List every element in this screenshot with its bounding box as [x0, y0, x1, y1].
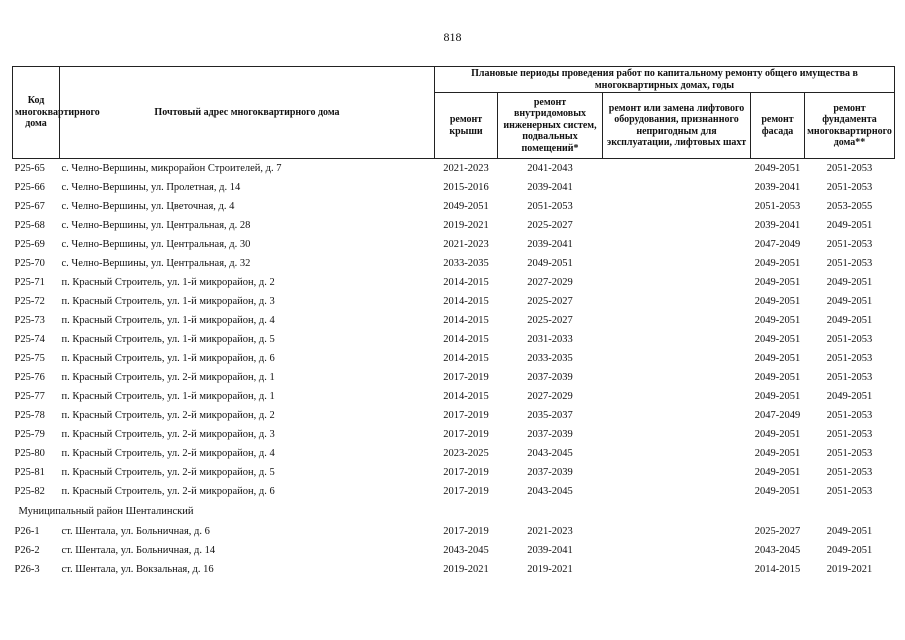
- cell-code: P26-2: [14, 545, 40, 556]
- table-row: [13, 311, 895, 330]
- cell-foundation: 2051-2053: [826, 410, 873, 421]
- cell-elevator: [603, 178, 751, 197]
- cell-code: P25-69: [14, 239, 45, 250]
- table-row: [13, 541, 895, 560]
- cell-address: п. Красный Строитель, ул. 2-й микрорайон, д. 4: [61, 448, 275, 459]
- cell-elevator: [603, 235, 751, 254]
- table-row: [13, 522, 895, 541]
- cell-roof: 2014-2015: [443, 391, 489, 402]
- cell-code: P25-78: [14, 410, 45, 421]
- cell-foundation: 2051-2053: [826, 372, 873, 383]
- cell-roof: 2021-2023: [443, 163, 489, 174]
- table-row: [13, 349, 895, 368]
- cell-roof: 2019-2021: [443, 220, 489, 231]
- table-row: [13, 406, 895, 425]
- cell-foundation: 2049-2051: [826, 277, 873, 288]
- cell-code: P25-73: [14, 315, 45, 326]
- cell-address: п. Красный Строитель, ул. 1-й микрорайон, д. 1: [61, 391, 275, 402]
- cell-code: P25-65: [14, 163, 45, 174]
- cell-address: п. Красный Строитель, ул. 1-й микрорайон, д. 2: [61, 277, 275, 288]
- cell-roof: 2017-2019: [443, 429, 489, 440]
- cell-facade: 2047-2049: [754, 410, 801, 421]
- cell-foundation: 2051-2053: [826, 334, 873, 345]
- cell-address: с. Челно-Вершины, микрорайон Строителей, д. 7: [61, 163, 282, 174]
- header-elevator: ремонт или замена лифтового оборудования, признанного непригодным для эксплуатации, лифтовых шахт: [603, 93, 751, 159]
- cell-roof: 2014-2015: [443, 296, 489, 307]
- cell-roof: 2021-2023: [443, 239, 489, 250]
- cell-roof: 2015-2016: [443, 182, 489, 193]
- cell-facade: 2014-2015: [754, 564, 801, 575]
- header-periods-group: Плановые периоды проведения работ по капитальному ремонту общего имущества в многоквартирных домах, годы: [435, 67, 895, 93]
- cell-engineering: 2019-2021: [527, 564, 573, 575]
- cell-code: P26-1: [14, 526, 40, 537]
- cell-roof: 2014-2015: [443, 334, 489, 345]
- cell-elevator: [603, 292, 751, 311]
- cell-foundation: 2051-2053: [826, 486, 873, 497]
- table-row: [13, 368, 895, 387]
- cell-facade: 2043-2045: [754, 545, 801, 556]
- cell-facade: 2049-2051: [754, 353, 801, 364]
- cell-code: P25-67: [14, 201, 45, 212]
- table-row: [13, 178, 895, 197]
- cell-engineering: 2049-2051: [527, 258, 573, 269]
- cell-facade: 2049-2051: [754, 448, 801, 459]
- cell-engineering: 2031-2033: [527, 334, 573, 345]
- cell-foundation: 2051-2053: [826, 239, 873, 250]
- cell-elevator: [603, 311, 751, 330]
- cell-elevator: [603, 560, 751, 579]
- cell-address: п. Красный Строитель, ул. 1-й микрорайон, д. 5: [61, 334, 275, 345]
- cell-facade: 2049-2051: [754, 372, 801, 383]
- cell-facade: 2025-2027: [754, 526, 801, 537]
- cell-facade: 2049-2051: [754, 163, 801, 174]
- cell-foundation: 2051-2053: [826, 353, 873, 364]
- cell-elevator: [603, 387, 751, 406]
- cell-elevator: [603, 368, 751, 387]
- cell-foundation: 2049-2051: [826, 296, 873, 307]
- cell-elevator: [603, 522, 751, 541]
- cell-elevator: [603, 425, 751, 444]
- header-roof: ремонт крыши: [435, 93, 498, 159]
- table-row: [13, 560, 895, 579]
- table-row: [13, 387, 895, 406]
- header-code: Код многоквартирного дома: [13, 67, 60, 159]
- cell-foundation: 2051-2053: [826, 467, 873, 478]
- cell-address: п. Красный Строитель, ул. 2-й микрорайон, д. 2: [61, 410, 275, 421]
- cell-foundation: 2049-2051: [826, 220, 873, 231]
- table-row: [13, 197, 895, 216]
- cell-address: п. Красный Строитель, ул. 1-й микрорайон, д. 4: [61, 315, 275, 326]
- cell-roof: 2017-2019: [443, 486, 489, 497]
- cell-engineering: 2051-2053: [527, 201, 573, 212]
- cell-facade: 2039-2041: [754, 220, 801, 231]
- cell-roof: 2017-2019: [443, 410, 489, 421]
- cell-engineering: 2025-2027: [527, 220, 573, 231]
- cell-code: P25-74: [14, 334, 45, 345]
- cell-elevator: [603, 349, 751, 368]
- header-engineering: ремонт внутридомовых инженерных систем, подвальных помещений*: [498, 93, 603, 159]
- cell-code: P26-3: [14, 564, 40, 575]
- cell-code: P25-82: [14, 486, 45, 497]
- cell-code: P25-75: [14, 353, 45, 364]
- cell-engineering: 2039-2041: [527, 239, 573, 250]
- table-row: [13, 444, 895, 463]
- cell-engineering: 2043-2045: [527, 448, 573, 459]
- cell-address: с. Челно-Вершины, ул. Центральная, д. 32: [61, 258, 251, 269]
- cell-facade: 2049-2051: [754, 429, 801, 440]
- header-facade: ремонт фасада: [751, 93, 805, 159]
- cell-roof: 2014-2015: [443, 315, 489, 326]
- cell-facade: 2049-2051: [754, 296, 801, 307]
- cell-engineering: 2027-2029: [527, 391, 573, 402]
- cell-roof: 2014-2015: [443, 353, 489, 364]
- cell-facade: 2049-2051: [754, 315, 801, 326]
- cell-foundation: 2019-2021: [826, 564, 873, 575]
- cell-elevator: [603, 216, 751, 235]
- table-header: [13, 67, 895, 159]
- cell-engineering: 2039-2041: [527, 545, 573, 556]
- cell-facade: 2051-2053: [754, 201, 801, 212]
- cell-code: P25-76: [14, 372, 45, 383]
- cell-code: P25-79: [14, 429, 45, 440]
- cell-roof: 2023-2025: [443, 448, 489, 459]
- cell-foundation: 2049-2051: [826, 545, 873, 556]
- table-row: [13, 482, 895, 501]
- cell-address: п. Красный Строитель, ул. 2-й микрорайон, д. 5: [61, 467, 275, 478]
- table-body: [13, 159, 895, 580]
- cell-address: ст. Шентала, ул. Больничная, д. 6: [61, 526, 210, 537]
- cell-foundation: 2051-2053: [826, 258, 873, 269]
- table-row: [13, 159, 895, 179]
- header-foundation: ремонт фундамента многоквартирного дома**: [805, 93, 895, 159]
- cell-foundation: 2051-2053: [826, 163, 873, 174]
- cell-address: ст. Шентала, ул. Вокзальная, д. 16: [61, 564, 214, 575]
- cell-elevator: [603, 444, 751, 463]
- cell-foundation: 2053-2055: [826, 201, 873, 212]
- cell-engineering: 2037-2039: [527, 372, 573, 383]
- cell-engineering: 2025-2027: [527, 296, 573, 307]
- cell-engineering: 2035-2037: [527, 410, 573, 421]
- cell-elevator: [603, 197, 751, 216]
- cell-elevator: [603, 254, 751, 273]
- cell-elevator: [603, 159, 751, 179]
- table-row: [13, 463, 895, 482]
- cell-elevator: [603, 463, 751, 482]
- cell-engineering: 2043-2045: [527, 486, 573, 497]
- cell-elevator: [603, 273, 751, 292]
- cell-foundation: 2051-2053: [826, 182, 873, 193]
- cell-address: п. Красный Строитель, ул. 1-й микрорайон, д. 3: [61, 296, 275, 307]
- cell-code: P25-70: [14, 258, 45, 269]
- cell-code: P25-68: [14, 220, 45, 231]
- cell-elevator: [603, 406, 751, 425]
- cell-roof: 2049-2051: [443, 201, 489, 212]
- table-row: [13, 216, 895, 235]
- cell-code: P25-66: [14, 182, 45, 193]
- table-row: [13, 292, 895, 311]
- cell-roof: 2033-2035: [443, 258, 489, 269]
- cell-facade: 2049-2051: [754, 277, 801, 288]
- cell-facade: 2049-2051: [754, 391, 801, 402]
- table-row: [13, 330, 895, 349]
- section-row: [13, 501, 895, 522]
- cell-roof: 2017-2019: [443, 526, 489, 537]
- cell-elevator: [603, 541, 751, 560]
- cell-roof: 2043-2045: [443, 545, 489, 556]
- cell-roof: 2017-2019: [443, 467, 489, 478]
- cell-elevator: [603, 482, 751, 501]
- cell-facade: 2049-2051: [754, 334, 801, 345]
- capital-repair-schedule-table: [12, 66, 895, 579]
- table-row: [13, 254, 895, 273]
- cell-address: с. Челно-Вершины, ул. Пролетная, д. 14: [61, 182, 241, 193]
- cell-engineering: 2039-2041: [527, 182, 573, 193]
- header-address: Почтовый адрес многоквартирного дома: [60, 67, 435, 159]
- cell-engineering: 2041-2043: [527, 163, 573, 174]
- cell-facade: 2047-2049: [754, 239, 801, 250]
- cell-code: P25-81: [14, 467, 45, 478]
- cell-roof: 2019-2021: [443, 564, 489, 575]
- cell-address: п. Красный Строитель, ул. 2-й микрорайон, д. 3: [61, 429, 275, 440]
- cell-engineering: 2037-2039: [527, 429, 573, 440]
- cell-code: P25-77: [14, 391, 45, 402]
- cell-engineering: 2037-2039: [527, 467, 573, 478]
- cell-foundation: 2049-2051: [826, 315, 873, 326]
- section-title: Муниципальный район Шенталинский: [18, 506, 194, 517]
- cell-foundation: 2049-2051: [826, 526, 873, 537]
- cell-address: ст. Шентала, ул. Больничная, д. 14: [61, 545, 216, 556]
- cell-foundation: 2051-2053: [826, 429, 873, 440]
- cell-address: с. Челно-Вершины, ул. Цветочная, д. 4: [61, 201, 235, 212]
- cell-engineering: 2021-2023: [527, 526, 573, 537]
- cell-address: п. Красный Строитель, ул. 1-й микрорайон, д. 6: [61, 353, 275, 364]
- cell-foundation: 2049-2051: [826, 391, 873, 402]
- cell-address: п. Красный Строитель, ул. 2-й микрорайон, д. 6: [61, 486, 275, 497]
- cell-facade: 2049-2051: [754, 486, 801, 497]
- table-row: [13, 235, 895, 254]
- cell-engineering: 2033-2035: [527, 353, 573, 364]
- cell-address: п. Красный Строитель, ул. 2-й микрорайон, д. 1: [61, 372, 275, 383]
- cell-code: P25-71: [14, 277, 45, 288]
- cell-engineering: 2025-2027: [527, 315, 573, 326]
- cell-foundation: 2051-2053: [826, 448, 873, 459]
- cell-engineering: 2027-2029: [527, 277, 573, 288]
- page-number: 818: [443, 30, 462, 44]
- table-row: [13, 425, 895, 444]
- table-row: [13, 273, 895, 292]
- cell-elevator: [603, 330, 751, 349]
- cell-roof: 2017-2019: [443, 372, 489, 383]
- cell-code: P25-80: [14, 448, 45, 459]
- cell-address: с. Челно-Вершины, ул. Центральная, д. 28: [61, 220, 251, 231]
- cell-facade: 2049-2051: [754, 258, 801, 269]
- cell-address: с. Челно-Вершины, ул. Центральная, д. 30: [61, 239, 251, 250]
- cell-roof: 2014-2015: [443, 277, 489, 288]
- cell-facade: 2049-2051: [754, 467, 801, 478]
- cell-code: P25-72: [14, 296, 45, 307]
- cell-facade: 2039-2041: [754, 182, 801, 193]
